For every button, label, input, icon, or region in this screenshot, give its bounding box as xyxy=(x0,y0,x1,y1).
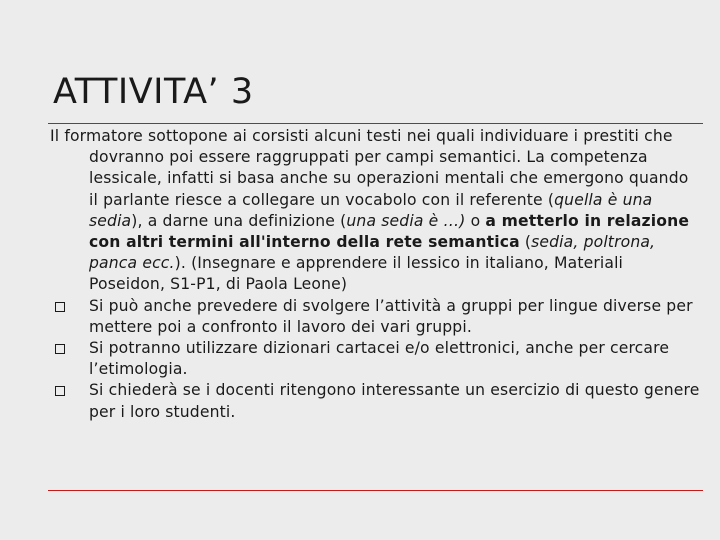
bullet-item-docenti xyxy=(50,380,700,422)
para-seg: ). (Insegnare e apprendere il lessico in italiano, Materiali Poseidon, S1-P1, di Paola Leone) xyxy=(89,254,624,294)
para-seg: o xyxy=(465,211,486,230)
hollow-square-icon xyxy=(55,344,65,354)
bullet-text: Si potranno utilizzare dizionari cartacei e/o elettronici, anche per cercare l’etimologia. xyxy=(89,339,670,379)
para-seg-italic: sedia, poltrona, panca ecc. xyxy=(89,233,656,273)
para-seg: ( xyxy=(519,233,532,252)
para-seg-italic: quella è una sedia xyxy=(89,190,653,230)
slide-body xyxy=(50,126,700,423)
bullet-text: Si chiederà se i docenti ritengono interessante un esercizio di questo genere per i loro studenti. xyxy=(89,381,700,421)
hollow-square-icon xyxy=(55,386,65,396)
footer-divider xyxy=(48,490,703,491)
para-seg-bold: a metterlo in relazione con altri termini all'interno della rete semantica xyxy=(89,211,690,252)
hollow-square-icon xyxy=(55,302,65,312)
para-seg: Il formatore sottopone ai corsisti alcuni testi nei quali individuare i prestiti che dovranno poi essere raggruppati per campi semantici. La competenza lessicale, infatti si basa anche su operazioni mentali che emergono quando il parlante riesce a collegare un vocabolo con il referente ( xyxy=(50,127,689,209)
title-divider xyxy=(48,123,703,124)
bullet-item-dizionari xyxy=(50,338,700,380)
slide-title: ATTIVITA’ 3 xyxy=(53,72,254,112)
para-seg-italic: una sedia è …) xyxy=(346,211,466,230)
bullet-item-gruppi xyxy=(50,296,700,338)
bullet-text: Si può anche prevedere di svolgere l’attività a gruppi per lingue diverse per mettere poi a confronto il lavoro dei vari gruppi. xyxy=(89,296,693,336)
para-seg: ), a darne una definizione ( xyxy=(131,211,347,230)
intro-paragraph xyxy=(50,126,700,296)
